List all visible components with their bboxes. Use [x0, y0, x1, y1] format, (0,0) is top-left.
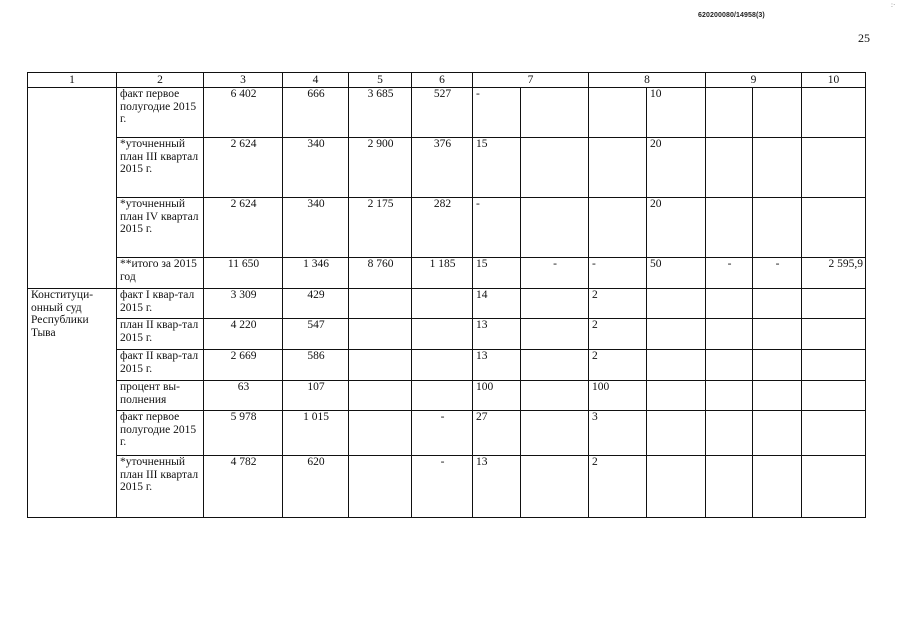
cell-col9a [706, 198, 753, 258]
organization-cell: Конституци-онный суд Республики Тыва [28, 289, 117, 518]
header-cell: 4 [283, 73, 349, 88]
row-label: *уточненный план III квартал 2015 г. [117, 138, 204, 198]
cell-col9b [753, 456, 802, 518]
header-cell: 9 [706, 73, 802, 88]
row-label: *уточненный план III квартал 2015 г. [117, 456, 204, 518]
cell-col7b [521, 88, 589, 138]
cell-col3: 4 782 [204, 456, 283, 518]
cell-col7b [521, 456, 589, 518]
cell-col8a: 2 [589, 289, 647, 319]
row-label: факт I квар-тал 2015 г. [117, 289, 204, 319]
cell-col10 [802, 350, 866, 381]
cell-col3: 11 650 [204, 258, 283, 289]
table-row [28, 456, 866, 518]
cell-col6: - [412, 456, 473, 518]
cell-col9a [706, 138, 753, 198]
cell-col8b [647, 411, 706, 456]
cell-col3: 2 669 [204, 350, 283, 381]
cell-col4: 1 015 [283, 411, 349, 456]
cell-col9a: - [706, 258, 753, 289]
cell-col10 [802, 319, 866, 350]
cell-col5 [349, 350, 412, 381]
cell-col7b [521, 319, 589, 350]
cell-col10 [802, 88, 866, 138]
cell-col3: 4 220 [204, 319, 283, 350]
cell-col6: 1 185 [412, 258, 473, 289]
cell-col8a: 100 [589, 381, 647, 411]
cell-col8a [589, 138, 647, 198]
header-cell: 5 [349, 73, 412, 88]
cell-col5: 2 175 [349, 198, 412, 258]
cell-col7b [521, 289, 589, 319]
cell-col4: 107 [283, 381, 349, 411]
cell-col4: 666 [283, 88, 349, 138]
cell-col8a [589, 88, 647, 138]
cell-col4: 340 [283, 138, 349, 198]
row-label: факт первое полугодие 2015 г. [117, 411, 204, 456]
cell-col7a: 15 [473, 258, 521, 289]
cell-col7b [521, 198, 589, 258]
cell-col6 [412, 289, 473, 319]
table-row [28, 350, 866, 381]
cell-col7b: - [521, 258, 589, 289]
cell-col3: 2 624 [204, 198, 283, 258]
cell-col7a: 13 [473, 456, 521, 518]
header-cell: 2 [117, 73, 204, 88]
cell-col5 [349, 411, 412, 456]
cell-col9a [706, 350, 753, 381]
cell-col3: 5 978 [204, 411, 283, 456]
cell-col9b [753, 319, 802, 350]
row-label: процент вы-полнения [117, 381, 204, 411]
cell-col3: 2 624 [204, 138, 283, 198]
table-row [28, 319, 866, 350]
cell-col9a [706, 381, 753, 411]
cell-col8b [647, 381, 706, 411]
cell-col9b [753, 411, 802, 456]
cell-col4: 620 [283, 456, 349, 518]
cell-col8a: 2 [589, 319, 647, 350]
cell-col9b [753, 381, 802, 411]
cell-col10 [802, 381, 866, 411]
cell-col4: 586 [283, 350, 349, 381]
row-label: факт первое полугодие 2015 г. [117, 88, 204, 138]
document-id: 620200080/14958(3) [698, 12, 765, 19]
cell-col5: 8 760 [349, 258, 412, 289]
cell-col8b: 10 [647, 88, 706, 138]
cell-col9b [753, 138, 802, 198]
cell-col8b [647, 350, 706, 381]
cell-col8a: 3 [589, 411, 647, 456]
cell-col5 [349, 289, 412, 319]
header-cell: 10 [802, 73, 866, 88]
cell-col7b [521, 350, 589, 381]
cell-col8a [589, 198, 647, 258]
cell-col7a: 13 [473, 319, 521, 350]
cell-col6: - [412, 411, 473, 456]
cell-col9a [706, 411, 753, 456]
cell-col7b [521, 381, 589, 411]
data-table [27, 72, 866, 518]
cell-col10 [802, 411, 866, 456]
cell-col5 [349, 456, 412, 518]
cell-col8b: 20 [647, 198, 706, 258]
cell-col7a: - [473, 88, 521, 138]
cell-col7a: 100 [473, 381, 521, 411]
row-label: *уточненный план IV квартал 2015 г. [117, 198, 204, 258]
cell-col9a [706, 319, 753, 350]
table-row [28, 411, 866, 456]
cell-col10: 2 595,9 [802, 258, 866, 289]
cell-col10 [802, 456, 866, 518]
cell-col8a: - [589, 258, 647, 289]
cell-col7a: 15 [473, 138, 521, 198]
table-row [28, 88, 866, 138]
cell-col8b: 20 [647, 138, 706, 198]
row-label: **итого за 2015 год [117, 258, 204, 289]
cell-col6: 376 [412, 138, 473, 198]
cell-col9b [753, 198, 802, 258]
cell-col7b [521, 138, 589, 198]
cell-col5: 3 685 [349, 88, 412, 138]
row-label: план II квар-тал 2015 г. [117, 319, 204, 350]
header-cell: 6 [412, 73, 473, 88]
cell-col9a [706, 456, 753, 518]
header-cell: 7 [473, 73, 589, 88]
cell-col7a: - [473, 198, 521, 258]
cell-col8b [647, 289, 706, 319]
cell-col8b: 50 [647, 258, 706, 289]
cell-col10 [802, 289, 866, 319]
cell-col9a [706, 88, 753, 138]
cell-col4: 547 [283, 319, 349, 350]
cell-col8b [647, 456, 706, 518]
cell-col5 [349, 319, 412, 350]
cell-col3: 63 [204, 381, 283, 411]
header-cell: 8 [589, 73, 706, 88]
table-row [28, 381, 866, 411]
cell-col4: 340 [283, 198, 349, 258]
header-cell: 1 [28, 73, 117, 88]
cell-col7a: 14 [473, 289, 521, 319]
cell-col8a: 2 [589, 350, 647, 381]
cell-col4: 1 346 [283, 258, 349, 289]
cell-col7a: 27 [473, 411, 521, 456]
cell-col3: 6 402 [204, 88, 283, 138]
cell-col6 [412, 350, 473, 381]
table-row [28, 289, 866, 319]
table-row [28, 198, 866, 258]
cell-col5: 2 900 [349, 138, 412, 198]
cell-col9b [753, 289, 802, 319]
scan-mark: :· [891, 1, 896, 9]
table-row [28, 138, 866, 198]
cell-col10 [802, 138, 866, 198]
cell-col6: 527 [412, 88, 473, 138]
table-row [28, 258, 866, 289]
cell-col8b [647, 319, 706, 350]
cell-col9b: - [753, 258, 802, 289]
cell-col9a [706, 289, 753, 319]
cell-col5 [349, 381, 412, 411]
row-label: факт II квар-тал 2015 г. [117, 350, 204, 381]
header-cell: 3 [204, 73, 283, 88]
cell-col6 [412, 381, 473, 411]
cell-col7b [521, 411, 589, 456]
cell-col10 [802, 198, 866, 258]
cell-col9b [753, 88, 802, 138]
cell-col4: 429 [283, 289, 349, 319]
cell-col9b [753, 350, 802, 381]
cell-col6 [412, 319, 473, 350]
cell-col7a: 13 [473, 350, 521, 381]
cell-col8a: 2 [589, 456, 647, 518]
cell-col6: 282 [412, 198, 473, 258]
page-number: 25 [858, 31, 870, 45]
header-row [28, 73, 866, 88]
cell-col3: 3 309 [204, 289, 283, 319]
organization-cell [28, 88, 117, 289]
